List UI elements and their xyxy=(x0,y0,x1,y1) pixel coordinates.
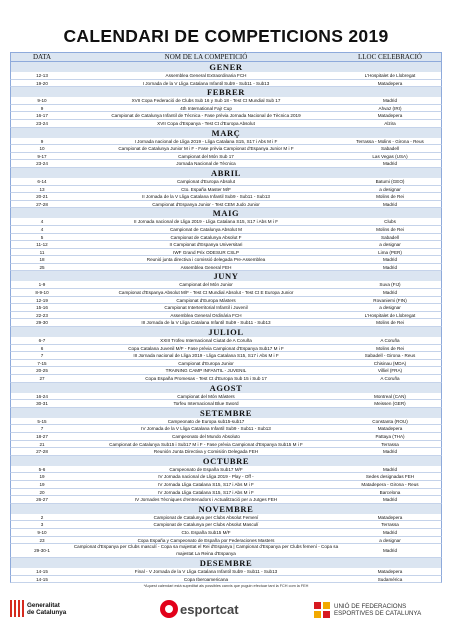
table-row xyxy=(10,425,442,433)
row-date: 5-15 xyxy=(37,418,47,424)
row-competition: Final - V Jornada de la V Lliga Catalana Infantil Sub9 - Sub11 - Sub13 xyxy=(134,569,278,575)
table-header xyxy=(10,52,442,62)
row-date: 21 xyxy=(39,441,45,447)
month-header: ABRIL xyxy=(10,168,442,178)
page-title: CALENDARI DE COMPETICIONS 2019 xyxy=(63,26,389,46)
ufec-logo xyxy=(314,602,421,618)
header-name: NOM DE LA COMPETICIÓ xyxy=(164,53,248,61)
row-date: 23 xyxy=(39,537,45,543)
row-date: 27 xyxy=(39,376,45,381)
table-row xyxy=(10,537,442,545)
row-place: Madrid xyxy=(382,497,398,503)
table-row xyxy=(10,489,442,497)
calendar-table xyxy=(10,52,442,583)
row-date: 1-9 xyxy=(38,282,46,288)
table-row xyxy=(10,249,442,257)
row-competition: II Jornada nacional de Lliga 2019 - Lliga Catalana S15, S17 i Abs M i F xyxy=(133,219,279,225)
row-date: 14-15 xyxy=(36,576,48,582)
row-date: 19-20 xyxy=(36,80,48,86)
esportcat-icon xyxy=(160,600,178,618)
table-row xyxy=(10,120,442,128)
row-date: 9-17 xyxy=(37,153,47,159)
table-row xyxy=(10,319,442,327)
row-place: Ahvaz (IRI) xyxy=(378,105,402,111)
row-date: 5-6 xyxy=(38,466,46,472)
row-date: 20-25 xyxy=(36,368,48,374)
row-place: Madrid xyxy=(382,548,398,554)
row-place: A Coruña xyxy=(380,338,400,344)
row-competition: Campionat d'Espanya per Clubs masculí - Copa sa majestat el Rei d'Espanya | Campionat d'Espanya per Clubs femení - Copa sa majestat La Reina d'Espanya xyxy=(73,544,339,556)
row-competition: Cto. España Master M/F xyxy=(181,186,231,192)
month-header: GENER xyxy=(10,62,442,72)
row-place: Sabadell xyxy=(381,146,399,152)
row-date: 16-17 xyxy=(36,113,48,119)
table-row xyxy=(10,433,442,441)
table-row xyxy=(10,281,442,289)
row-place: Madrid xyxy=(382,98,398,104)
header-place: LLOC CELEBRACIÓ xyxy=(358,53,422,61)
row-place: Terrassa - Molins - Girona - Reus xyxy=(356,138,424,144)
row-place: Alzira xyxy=(384,120,396,126)
row-competition: IV Jornada Lliga Catalana S15, S17 i Abs M i F xyxy=(158,489,254,495)
row-place: a designar xyxy=(379,305,401,311)
row-date: 26-27 xyxy=(36,497,48,503)
row-place: Madrid xyxy=(382,264,398,270)
month-header: MAIG xyxy=(10,208,442,218)
table-row xyxy=(10,256,442,264)
senyera-icon xyxy=(10,600,24,617)
row-date: 12-19 xyxy=(36,297,48,303)
row-competition: Campionat d'Espanya Absolut M/F - Test Ct Mundial Absolut - Test Ct E Europa Junior xyxy=(118,290,294,296)
table-row xyxy=(10,304,442,312)
table-row xyxy=(10,360,442,368)
row-competition: TRAINING CAMP INFANTIL - JUVENIL xyxy=(165,368,247,374)
table-row xyxy=(10,345,442,353)
row-place: A Coruña xyxy=(380,376,400,381)
month-header: JULIOL xyxy=(10,327,442,337)
row-date: 18-27 xyxy=(36,433,48,439)
row-place: a designar xyxy=(379,242,401,248)
month-header: NOVEMBRE xyxy=(10,504,442,514)
row-competition: Campionat del Món Màsters xyxy=(177,393,235,399)
row-competition: Copa España y Campeonato de España por Federaciones Masters xyxy=(137,537,275,543)
table-row xyxy=(10,289,442,297)
row-place: Matadepera xyxy=(377,569,403,575)
row-place: Rovaniemi (FIN) xyxy=(373,297,407,303)
row-date: 15-16 xyxy=(36,305,48,311)
row-place: Sabadell xyxy=(381,234,399,240)
row-place: Matadepera xyxy=(377,426,403,432)
generalitat-line-2: de Catalunya xyxy=(27,608,67,616)
row-place: Sabadell - Girona - Reus xyxy=(364,353,416,359)
row-competition: IV Jornada nacional de Lliga 2019 - Play - Off - xyxy=(158,474,254,480)
row-place: Sedes designadas FEH xyxy=(365,474,415,480)
month-header: JUNY xyxy=(10,271,442,281)
row-date: 29-30-1 xyxy=(34,548,50,554)
row-date: 9-10 xyxy=(37,529,47,535)
table-row xyxy=(10,105,442,113)
row-date: 10 xyxy=(39,146,45,152)
table-row xyxy=(10,218,442,226)
row-date: 20-21 xyxy=(36,194,48,200)
table-row xyxy=(10,112,442,120)
row-competition: Campeonato de Europa sub15-sub17 xyxy=(167,418,245,424)
row-date: 3 xyxy=(40,522,44,528)
table-row xyxy=(10,393,442,401)
row-place: a designar xyxy=(379,186,401,192)
row-place: Villiel (FRA) xyxy=(377,368,403,374)
table-body xyxy=(10,62,442,583)
row-date: 19 xyxy=(39,481,45,487)
row-place: L'Hospitalet de Llobregat xyxy=(364,312,416,318)
row-date: 27-28 xyxy=(36,201,48,207)
table-row xyxy=(10,193,442,201)
row-date: 6-14 xyxy=(37,178,47,184)
row-place: Matadepera xyxy=(377,80,403,86)
row-competition: Campionat d'Europa Absolut xyxy=(176,178,236,184)
row-competition: III Jornada nacional de Lliga 2019 - Lliga Catalana S15, S17 i Abs M i F xyxy=(133,353,279,359)
row-competition: XVII Copa Federació de Clubs Sub 16 y Sub 18 - Test Ct Mundial Sub 17 xyxy=(131,98,281,104)
row-date: 9 xyxy=(40,105,44,111)
table-row xyxy=(10,80,442,88)
row-place: Montreal (CAN) xyxy=(374,393,406,399)
row-place: Matadepera - Girona - Reus xyxy=(361,481,419,487)
row-competition: Assemblea General FEH xyxy=(180,264,232,270)
row-place: Las Vegas (USA) xyxy=(372,153,408,159)
row-competition: Campionat del Món Junior xyxy=(179,282,233,288)
table-row xyxy=(10,514,442,522)
row-competition: Campionat d'Espanya Junior - Test CEM Judo Junior xyxy=(152,201,260,207)
row-place: Lima (PER) xyxy=(378,249,402,255)
row-competition: IWF Grand Prix ODESUR CSLP xyxy=(173,249,239,255)
row-place: Suva (FIJ) xyxy=(379,282,401,288)
row-competition: Cto. España Sub15 M/F xyxy=(181,529,231,535)
esportcat-text: esportcat xyxy=(180,601,239,617)
table-row xyxy=(10,234,442,242)
row-competition: III Jornada de la V Lliga Catalana Infantil Sub9 - Sub11 - Sub13 xyxy=(141,320,271,326)
month-header: OCTUBRE xyxy=(10,456,442,466)
row-competition: Reunió junta directiva i comissió delegada Pre-Assemblea xyxy=(146,257,266,263)
footer-logos xyxy=(0,592,452,632)
month-header: FEBRER xyxy=(10,87,442,97)
table-row xyxy=(10,201,442,209)
row-competition: Campionat de Catalunya Absolut F xyxy=(170,234,242,240)
row-date: 4 xyxy=(40,226,44,232)
row-date: 20 xyxy=(39,489,45,495)
table-row xyxy=(10,160,442,168)
row-place: Madrid xyxy=(382,449,398,455)
row-competition: Campionat del Món Sub 17 xyxy=(178,153,234,159)
table-row xyxy=(10,576,442,584)
row-competition: Campionat de Catalunya Absolut M xyxy=(169,226,242,232)
row-date: 25 xyxy=(39,264,45,270)
row-date: 23-24 xyxy=(36,120,48,126)
row-competition: Assemblea General Ordinària FCH xyxy=(170,312,242,318)
row-competition: II Jornada de la V Lliga Catalana Infantil Sub9 - Sub11 - Sub13 xyxy=(142,194,270,200)
table-row xyxy=(10,138,442,146)
row-place: Madrid xyxy=(382,257,398,263)
row-date: 6-7 xyxy=(38,338,46,344)
row-competition: Campionat d'Europa Junior xyxy=(178,360,234,366)
table-row xyxy=(10,337,442,345)
table-row xyxy=(10,97,442,105)
row-place: Matadepera xyxy=(377,113,403,119)
row-competition: Torfeu Internacional Blue Sword xyxy=(173,401,239,407)
row-competition: Campeonato de España Sub17 M/F xyxy=(169,466,243,472)
row-place: L'Hospitalet de Llobregat xyxy=(364,73,416,78)
row-competition: Campeonato del Mundo Absoluto xyxy=(172,433,240,439)
row-date: 5 xyxy=(40,234,44,240)
row-competition: IV Jornada Lliga Catalana S15, S17 i Abs M i F xyxy=(158,481,254,487)
row-date: 29-30 xyxy=(36,320,48,326)
table-row xyxy=(10,375,442,383)
table-row xyxy=(10,186,442,194)
table-row xyxy=(10,153,442,161)
row-competition: Reunión Junta Directiva y Comisión Delegada FEH xyxy=(153,449,259,455)
row-date: 23-24 xyxy=(36,161,48,167)
row-place: Sudamérica xyxy=(377,576,403,582)
footnote: *Aquest calendari està supeditat als possibles canvis que puguin efectuar tant la FCH com la FEH xyxy=(143,584,309,588)
row-date: 4 xyxy=(40,219,44,225)
row-place: Clubs xyxy=(384,219,396,225)
row-date: 11-12 xyxy=(36,242,48,248)
month-header: MARÇ xyxy=(10,128,442,138)
row-place: Barcelona xyxy=(379,489,401,495)
row-date: 11 xyxy=(39,249,45,255)
table-row xyxy=(10,481,442,489)
row-competition: I Jornada de la V Lliga Catalana Infantil Sub9 - Sub11 - Sub13 xyxy=(142,80,270,86)
row-place: Madrid xyxy=(382,529,398,535)
table-row xyxy=(10,466,442,474)
row-competition: IV Jornades Tècniques d'entrenadors i Actualització per a Jutges FEH xyxy=(134,497,278,503)
row-place: Pattaya (THA) xyxy=(375,433,405,439)
row-place: Terrassa xyxy=(381,441,399,447)
row-place: Madrid xyxy=(382,290,398,296)
table-row xyxy=(10,400,442,408)
row-competition: Copa Iberoamericana xyxy=(183,576,229,582)
row-date: 19 xyxy=(39,474,45,480)
month-header: DESEMBRE xyxy=(10,558,442,568)
table-row xyxy=(10,352,442,360)
row-date: 8-9-10 xyxy=(35,290,49,296)
row-date: 18 xyxy=(39,257,45,263)
row-date: 14-15 xyxy=(36,569,48,575)
row-place: a designar xyxy=(379,537,401,543)
row-competition: Campionat de Catalunya Sub15 i Sub17 M i F - Fase prèvia Campionat d'Espanya Sub15 M i F xyxy=(109,441,303,447)
row-competition: 4th International Fajr Cup xyxy=(180,105,232,111)
row-date: 9-10 xyxy=(37,98,47,104)
row-date: 12-13 xyxy=(36,73,48,78)
row-place: Molins de Rei xyxy=(376,194,404,200)
row-place: Chisinau (MDA) xyxy=(373,360,407,366)
row-date: 7 xyxy=(40,353,44,359)
row-competition: Campionat de Catalunya Junior M i F - Fase prèvia Campionat d'Espanya Junior M i F xyxy=(118,146,294,152)
table-row xyxy=(10,72,442,80)
table-row xyxy=(10,241,442,249)
row-date: 16-24 xyxy=(36,393,48,399)
row-place: Molins de Rei xyxy=(376,320,404,326)
table-row xyxy=(10,178,442,186)
row-date: 7-15 xyxy=(37,360,47,366)
table-row xyxy=(10,568,442,576)
table-row xyxy=(10,264,442,272)
row-competition: Campionat de Catalunya Infantil de Tècnica - Fase prèvia Jornada Nacional de Tècnica 2019 xyxy=(111,113,301,119)
row-place: Madrid xyxy=(382,201,398,207)
table-row xyxy=(10,529,442,537)
table-row xyxy=(10,496,442,504)
row-place: Madrid xyxy=(382,466,398,472)
row-competition: Campionat de Catalunya per Clubs Absolut Masculí xyxy=(153,522,259,528)
row-place: Madrid xyxy=(382,161,398,167)
row-competition: Campionat Interterritorial Infantil i Juvenil xyxy=(164,305,248,311)
month-header: SETEMBRE xyxy=(10,408,442,418)
table-row xyxy=(10,441,442,449)
table-row xyxy=(10,448,442,456)
header-date: DATA xyxy=(32,53,52,61)
row-place: Meissen (GER) xyxy=(374,401,406,407)
ufec-icon xyxy=(314,602,330,618)
row-place: Matadepera xyxy=(377,514,403,520)
row-competition: XVII Copa d'Espanya - Test Ct d'Europa Absolut xyxy=(157,120,255,126)
row-date: 9 xyxy=(40,138,44,144)
ufec-line-2: ESPORTIVES DE CATALUNYA xyxy=(334,610,422,617)
row-date: 13 xyxy=(39,186,45,192)
row-place: Constanta (ROU) xyxy=(372,418,408,424)
row-date: 22-23 xyxy=(36,312,48,318)
row-date: 2 xyxy=(40,514,44,520)
row-date: 30-31 xyxy=(36,401,48,407)
generalitat-logo xyxy=(10,600,66,617)
row-competition: Assemblea General Extraordinaria FCH xyxy=(165,73,247,78)
table-row xyxy=(10,297,442,305)
table-row xyxy=(10,473,442,481)
row-competition: Copa Catalana Juvenil M/F - Fase prèvia Campionat d'Espanya Sub17 M i F xyxy=(128,345,284,351)
row-competition: Campionat de Catalunya per Clubs Absolut Femení xyxy=(153,514,259,520)
table-row xyxy=(10,521,442,529)
table-row xyxy=(10,226,442,234)
row-date: 7 xyxy=(40,426,44,432)
row-competition: I Jornada nacional de Lliga 2019 - Lliga Catalana S15, S17 i Abs M i F xyxy=(134,138,278,144)
generalitat-line-1: Generalitat xyxy=(27,601,60,609)
row-place: Molins de Rei xyxy=(376,226,404,232)
table-row xyxy=(10,544,442,558)
table-row xyxy=(10,367,442,375)
row-competition: Jornada Nacional de Tècnica xyxy=(176,161,236,167)
table-row xyxy=(10,418,442,426)
table-row xyxy=(10,312,442,320)
row-competition: XXIII Trofeu Internacional Ciutat de A Coruña xyxy=(160,338,252,344)
row-place: Terrassa xyxy=(381,522,399,528)
row-date: 6 xyxy=(40,345,44,351)
row-place: Molins de Rei xyxy=(376,345,404,351)
row-competition: Copa España Promesas - Test Ct d'Europa Sub 15 i Sub 17 xyxy=(145,376,267,381)
row-place: Batumi (GEO) xyxy=(375,178,405,184)
table-row xyxy=(10,145,442,153)
ufec-line-1: UNIÓ DE FEDERACIONS xyxy=(334,603,407,610)
row-competition: II Campionat d'Espanya Universitari xyxy=(169,242,243,248)
esportcat-logo xyxy=(160,600,239,618)
row-competition: Campionat d'Europa Màsters xyxy=(176,297,236,303)
month-header: AGOST xyxy=(10,383,442,393)
row-date: 27-28 xyxy=(36,449,48,455)
row-competition: IV Jornada de la V Lliga Catalana Infantil Sub9 - Sub11 - Sub13 xyxy=(141,426,271,432)
